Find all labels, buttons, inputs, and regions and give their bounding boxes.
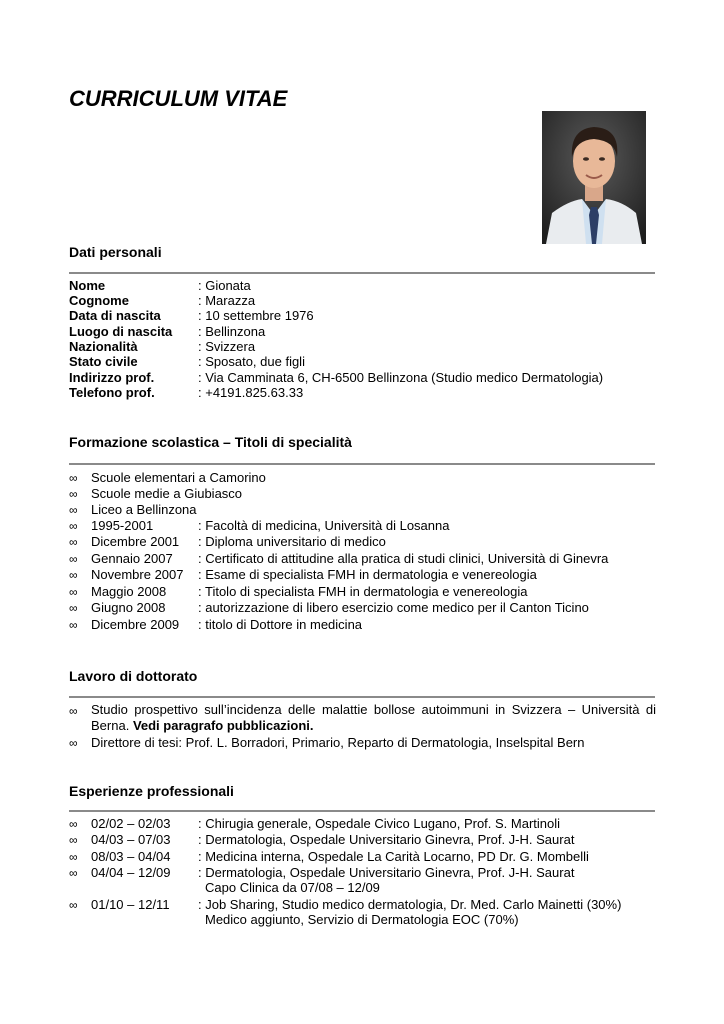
experience-date: 04/03 – 07/03 [91, 832, 171, 847]
infinity-bullet-icon: ∞ [69, 898, 78, 912]
section-title-experience: Esperienze professionali [69, 783, 234, 799]
experience-date: 08/03 – 04/04 [91, 849, 171, 864]
education-text: : titolo di Dottore in medicina [198, 617, 363, 632]
section-divider [69, 272, 655, 274]
infinity-bullet-icon: ∞ [69, 503, 78, 517]
infinity-bullet-icon: ∞ [69, 850, 78, 864]
field-label: Data di nascita [69, 308, 161, 323]
section-title-personal: Dati personali [69, 244, 162, 260]
field-value: : Via Camminata 6, CH-6500 Bellinzona (Studio medico Dermatologia) [198, 370, 604, 385]
field-value: : +4191.825.63.33 [198, 385, 304, 400]
field-value: : Gionata [198, 278, 251, 293]
profile-photo [542, 111, 646, 244]
education-date: Liceo a Bellinzona [91, 502, 197, 517]
experience-date: 01/10 – 12/11 [91, 897, 170, 912]
section-title-doctorate: Lavoro di dottorato [69, 668, 198, 684]
field-value: : Sposato, due figli [198, 354, 305, 369]
experience-text: : Dermatologia, Ospedale Universitario Ginevra, Prof. J-H. Saurat [198, 865, 575, 880]
education-text: : Titolo di specialista FMH in dermatologia e venereologia [198, 584, 528, 599]
infinity-bullet-icon: ∞ [69, 817, 78, 831]
experience-text-continued: Medico aggiunto, Servizio di Dermatologia EOC (70%) [205, 912, 519, 927]
field-label: Stato civile [69, 354, 138, 369]
infinity-bullet-icon: ∞ [69, 585, 78, 599]
education-date: Gennaio 2007 [91, 551, 173, 566]
infinity-bullet-icon: ∞ [69, 552, 78, 566]
education-date: Scuole elementari a Camorino [91, 470, 266, 485]
education-text: : Esame di specialista FMH in dermatologia e venereologia [198, 567, 537, 582]
section-divider [69, 696, 655, 698]
infinity-bullet-icon: ∞ [69, 736, 78, 750]
document-title: CURRICULUM VITAE [69, 86, 288, 111]
infinity-bullet-icon: ∞ [69, 568, 78, 582]
doctorate-text: Studio prospettivo sull’incidenza delle malattie bollose autoimmuni in Svizzera – Università di Berna. [91, 702, 656, 733]
experience-text: : Chirugia generale, Ospedale Civico Lugano, Prof. S. Martinoli [198, 816, 561, 831]
education-text: : autorizzazione di libero esercizio come medico per il Canton Ticino [198, 600, 589, 615]
field-label: Cognome [69, 293, 129, 308]
field-label: Indirizzo prof. [69, 370, 155, 385]
education-date: Maggio 2008 [91, 584, 167, 599]
infinity-bullet-icon: ∞ [69, 866, 78, 880]
infinity-bullet-icon: ∞ [69, 487, 78, 501]
education-date: Dicembre 2009 [91, 617, 180, 632]
doctorate-publications-ref: Vedi paragrafo pubblicazioni. [132, 718, 314, 733]
field-label: Telefono prof. [69, 385, 155, 400]
education-date: Dicembre 2001 [91, 534, 180, 549]
section-title-education: Formazione scolastica – Titoli di specialità [69, 434, 352, 450]
field-value: : Svizzera [198, 339, 256, 354]
experience-text-continued: Capo Clinica da 07/08 – 12/09 [205, 880, 380, 895]
field-value: : Bellinzona [198, 324, 266, 339]
experience-date: 02/02 – 02/03 [91, 816, 171, 831]
doctorate-description [91, 702, 656, 734]
education-text: : Certificato di attitudine alla pratica di studi clinici, Università di Ginevra [198, 551, 609, 566]
education-date: 1995-2001 [91, 518, 154, 533]
field-label: Nazionalità [69, 339, 138, 354]
infinity-bullet-icon: ∞ [69, 519, 78, 533]
education-date: Giugno 2008 [91, 600, 166, 615]
section-divider [69, 463, 655, 465]
field-label: Nome [69, 278, 106, 293]
experience-text: : Job Sharing, Studio medico dermatologia, Dr. Med. Carlo Mainetti (30%) [198, 897, 622, 912]
field-label: Luogo di nascita [69, 324, 173, 339]
thesis-director: Direttore di tesi: Prof. L. Borradori, Primario, Reparto di Dermatologia, Inselspital Bern [91, 735, 585, 750]
education-date: Novembre 2007 [91, 567, 184, 582]
infinity-bullet-icon: ∞ [69, 704, 78, 718]
field-value: : Marazza [198, 293, 256, 308]
experience-date: 04/04 – 12/09 [91, 865, 171, 880]
infinity-bullet-icon: ∞ [69, 833, 78, 847]
section-divider [69, 810, 655, 812]
education-date: Scuole medie a Giubiasco [91, 486, 243, 501]
education-text: : Diploma universitario di medico [198, 534, 386, 549]
infinity-bullet-icon: ∞ [69, 471, 78, 485]
infinity-bullet-icon: ∞ [69, 618, 78, 632]
infinity-bullet-icon: ∞ [69, 535, 78, 549]
experience-text: : Medicina interna, Ospedale La Carità Locarno, PD Dr. G. Mombelli [198, 849, 589, 864]
infinity-bullet-icon: ∞ [69, 601, 78, 615]
education-text: : Facoltà di medicina, Università di Losanna [198, 518, 450, 533]
experience-text: : Dermatologia, Ospedale Universitario Ginevra, Prof. J-H. Saurat [198, 832, 575, 847]
field-value: : 10 settembre 1976 [198, 308, 314, 323]
